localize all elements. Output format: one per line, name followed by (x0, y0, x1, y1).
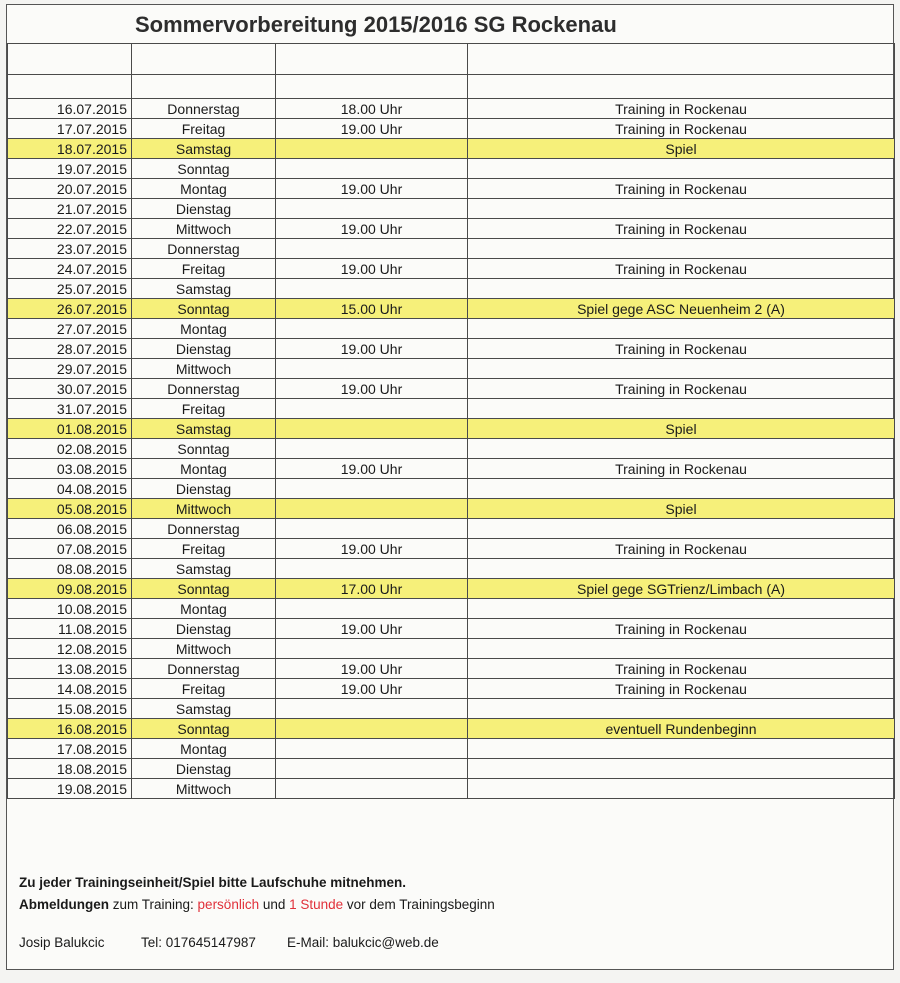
notes-line-abmeldungen: Abmeldungen zum Training: persönlich und 1 Stunde vor dem Trainingsbeginn (19, 897, 495, 912)
cell-time: 15.00 Uhr (276, 299, 468, 319)
cell-date: 10.08.2015 (8, 599, 132, 619)
cell-date: 19.08.2015 (8, 779, 132, 799)
cell-activity: Spiel (468, 419, 895, 439)
cell-date: 19.07.2015 (8, 159, 132, 179)
cell-date: 24.07.2015 (8, 259, 132, 279)
cell-activity (468, 159, 895, 179)
cell-activity (468, 779, 895, 799)
schedule-row (8, 719, 895, 739)
cell-date: 17.08.2015 (8, 739, 132, 759)
cell-time (276, 159, 468, 179)
cell-activity (468, 759, 895, 779)
cell-day: Donnerstag (132, 379, 276, 399)
cell-time (276, 739, 468, 759)
cell-activity: Spiel gege SGTrienz/Limbach (A) (468, 579, 895, 599)
cell-time: 19.00 Uhr (276, 219, 468, 239)
schedule-row (8, 619, 895, 639)
cell-date: 04.08.2015 (8, 479, 132, 499)
cell-day: Montag (132, 599, 276, 619)
schedule-row (8, 259, 895, 279)
cell-day: Samstag (132, 419, 276, 439)
page-title: Sommervorbereitung 2015/2016 SG Rockenau (135, 12, 617, 37)
notes-line-laufschuhe: Zu jeder Trainingseinheit/Spiel bitte Laufschuhe mitnehmen. (19, 875, 407, 890)
cell-activity (468, 439, 895, 459)
cell-time: 19.00 Uhr (276, 259, 468, 279)
cell-day: Montag (132, 319, 276, 339)
schedule-row (8, 479, 895, 499)
schedule-row (8, 419, 895, 439)
cell-time: 19.00 Uhr (276, 179, 468, 199)
cell-day: Montag (132, 739, 276, 759)
cell-activity (468, 479, 895, 499)
contact-name: Josip Balukcic (19, 935, 105, 950)
cell-day: Donnerstag (132, 519, 276, 539)
schedule-row (8, 119, 895, 139)
cell-date: 08.08.2015 (8, 559, 132, 579)
schedule-row (8, 699, 895, 719)
cell-date: 05.08.2015 (8, 499, 132, 519)
cell-time: 19.00 Uhr (276, 679, 468, 699)
cell-date: 11.08.2015 (8, 619, 132, 639)
schedule-row (8, 759, 895, 779)
cell-date: 01.08.2015 (8, 419, 132, 439)
cell-activity: Training in Rockenau (468, 179, 895, 199)
schedule-row (8, 299, 895, 319)
cell-activity (468, 739, 895, 759)
cell-time: 19.00 Uhr (276, 119, 468, 139)
cell-time (276, 419, 468, 439)
cell-day: Dienstag (132, 199, 276, 219)
cell-time: 19.00 Uhr (276, 379, 468, 399)
cell-activity (468, 199, 895, 219)
contact-phone: Tel: 017645147987 (141, 935, 256, 950)
cell-time (276, 239, 468, 259)
cell-date: 16.07.2015 (8, 99, 132, 119)
cell-activity: Training in Rockenau (468, 459, 895, 479)
cell-activity (468, 559, 895, 579)
schedule-row (8, 499, 895, 519)
cell-date: 12.08.2015 (8, 639, 132, 659)
cell-time (276, 439, 468, 459)
cell-time (276, 279, 468, 299)
schedule-row (8, 179, 895, 199)
cell-day: Donnerstag (132, 99, 276, 119)
cell-date: 15.08.2015 (8, 699, 132, 719)
schedule-row (8, 659, 895, 679)
cell-time (276, 359, 468, 379)
cell-time (276, 519, 468, 539)
cell-day: Montag (132, 459, 276, 479)
cell-day: Dienstag (132, 759, 276, 779)
cell-date: 06.08.2015 (8, 519, 132, 539)
cell-time (276, 699, 468, 719)
cell-day: Freitag (132, 259, 276, 279)
cell-activity (468, 279, 895, 299)
cell-date: 25.07.2015 (8, 279, 132, 299)
schedule-sheet (6, 4, 894, 970)
cell-day: Sonntag (132, 579, 276, 599)
cell-time: 19.00 Uhr (276, 619, 468, 639)
cell-day: Mittwoch (132, 499, 276, 519)
cell-activity: Training in Rockenau (468, 119, 895, 139)
cell-activity: Spiel gege ASC Neuenheim 2 (A) (468, 299, 895, 319)
cell-activity: Training in Rockenau (468, 259, 895, 279)
cell-activity: Training in Rockenau (468, 679, 895, 699)
cell-activity (468, 699, 895, 719)
cell-activity: Training in Rockenau (468, 539, 895, 559)
cell-date: 28.07.2015 (8, 339, 132, 359)
cell-time: 18.00 Uhr (276, 99, 468, 119)
cell-time (276, 639, 468, 659)
cell-day: Mittwoch (132, 359, 276, 379)
cell-day: Samstag (132, 139, 276, 159)
schedule-row (8, 519, 895, 539)
cell-day: Donnerstag (132, 239, 276, 259)
schedule-row (8, 579, 895, 599)
cell-activity (468, 319, 895, 339)
cell-activity: Training in Rockenau (468, 219, 895, 239)
cell-day: Freitag (132, 119, 276, 139)
cell-date: 27.07.2015 (8, 319, 132, 339)
cell-time (276, 399, 468, 419)
cell-activity: Training in Rockenau (468, 659, 895, 679)
cell-day: Montag (132, 179, 276, 199)
contact-email: E-Mail: balukcic@web.de (287, 935, 439, 950)
schedule-row (8, 199, 895, 219)
cell-activity: Training in Rockenau (468, 99, 895, 119)
cell-time (276, 479, 468, 499)
cell-time: 19.00 Uhr (276, 339, 468, 359)
cell-day: Samstag (132, 559, 276, 579)
cell-activity (468, 639, 895, 659)
cell-date: 20.07.2015 (8, 179, 132, 199)
cell-time (276, 779, 468, 799)
cell-activity: Spiel (468, 139, 895, 159)
cell-date: 26.07.2015 (8, 299, 132, 319)
cell-time: 19.00 Uhr (276, 539, 468, 559)
cell-day: Freitag (132, 399, 276, 419)
cell-time (276, 559, 468, 579)
cell-time (276, 599, 468, 619)
schedule-row (8, 559, 895, 579)
cell-activity: eventuell Rundenbeginn (468, 719, 895, 739)
cell-day: Samstag (132, 279, 276, 299)
cell-activity (468, 599, 895, 619)
schedule-row (8, 459, 895, 479)
schedule-row (8, 779, 895, 799)
cell-activity: Training in Rockenau (468, 619, 895, 639)
cell-time (276, 719, 468, 739)
schedule-row (8, 379, 895, 399)
cell-date: 21.07.2015 (8, 199, 132, 219)
cell-date: 09.08.2015 (8, 579, 132, 599)
schedule-row (8, 159, 895, 179)
schedule-row (8, 219, 895, 239)
cell-day: Mittwoch (132, 779, 276, 799)
cell-time: 19.00 Uhr (276, 459, 468, 479)
cell-date: 23.07.2015 (8, 239, 132, 259)
schedule-row (8, 639, 895, 659)
schedule-row (8, 679, 895, 699)
schedule-table (7, 43, 895, 799)
cell-time: 19.00 Uhr (276, 659, 468, 679)
schedule-row (8, 319, 895, 339)
cell-activity (468, 399, 895, 419)
cell-activity (468, 239, 895, 259)
cell-date: 03.08.2015 (8, 459, 132, 479)
cell-date: 17.07.2015 (8, 119, 132, 139)
cell-day: Dienstag (132, 619, 276, 639)
cell-activity: Training in Rockenau (468, 339, 895, 359)
schedule-row (8, 399, 895, 419)
cell-day: Samstag (132, 699, 276, 719)
cell-day: Freitag (132, 679, 276, 699)
cell-day: Mittwoch (132, 219, 276, 239)
cell-activity: Training in Rockenau (468, 379, 895, 399)
cell-date: 22.07.2015 (8, 219, 132, 239)
cell-day: Sonntag (132, 159, 276, 179)
cell-date: 07.08.2015 (8, 539, 132, 559)
cell-date: 31.07.2015 (8, 399, 132, 419)
cell-date: 02.08.2015 (8, 439, 132, 459)
schedule-row (8, 539, 895, 559)
cell-date: 18.07.2015 (8, 139, 132, 159)
cell-day: Sonntag (132, 719, 276, 739)
cell-time (276, 199, 468, 219)
cell-day: Dienstag (132, 479, 276, 499)
cell-date: 16.08.2015 (8, 719, 132, 739)
cell-day: Mittwoch (132, 639, 276, 659)
cell-time (276, 759, 468, 779)
schedule-row (8, 739, 895, 759)
cell-day: Freitag (132, 539, 276, 559)
schedule-row (8, 99, 895, 119)
cell-day: Donnerstag (132, 659, 276, 679)
cell-date: 13.08.2015 (8, 659, 132, 679)
schedule-row (8, 139, 895, 159)
cell-day: Sonntag (132, 299, 276, 319)
header-row (8, 44, 895, 75)
cell-date: 14.08.2015 (8, 679, 132, 699)
cell-time: 17.00 Uhr (276, 579, 468, 599)
schedule-row (8, 239, 895, 259)
schedule-row (8, 599, 895, 619)
cell-activity (468, 519, 895, 539)
notes (19, 872, 495, 916)
cell-time (276, 139, 468, 159)
schedule-row (8, 439, 895, 459)
schedule-row (8, 359, 895, 379)
schedule-row (8, 339, 895, 359)
cell-date: 18.08.2015 (8, 759, 132, 779)
cell-date: 29.07.2015 (8, 359, 132, 379)
cell-time (276, 499, 468, 519)
header-row (8, 75, 895, 99)
cell-date: 30.07.2015 (8, 379, 132, 399)
cell-activity: Spiel (468, 499, 895, 519)
cell-day: Sonntag (132, 439, 276, 459)
cell-time (276, 319, 468, 339)
cell-activity (468, 359, 895, 379)
schedule-row (8, 279, 895, 299)
cell-day: Dienstag (132, 339, 276, 359)
